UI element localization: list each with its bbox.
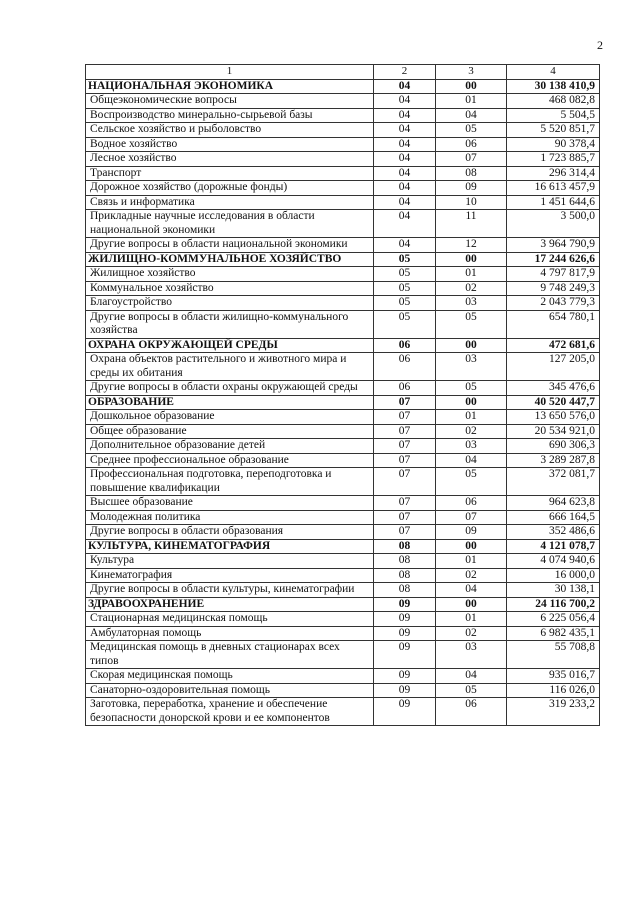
table-row bbox=[86, 510, 600, 525]
row-name-cell: Молодежная политика bbox=[86, 510, 374, 525]
row-name-cell: Профессиональная подготовка, переподготовка и повышение квалификации bbox=[86, 468, 374, 496]
table-row bbox=[86, 410, 600, 425]
row-amount-cell: 40 520 447,7 bbox=[507, 395, 600, 410]
row-amount-cell: 16 613 457,9 bbox=[507, 181, 600, 196]
row-name-cell: Среднее профессиональное образование bbox=[86, 453, 374, 468]
row-amount-cell: 468 082,8 bbox=[507, 94, 600, 109]
row-amount-cell: 935 016,7 bbox=[507, 669, 600, 684]
row-amount-cell: 6 225 056,4 bbox=[507, 612, 600, 627]
row-subsection-cell: 05 bbox=[436, 310, 507, 338]
row-amount-cell: 9 748 249,3 bbox=[507, 281, 600, 296]
row-name-cell: Лесное хозяйство bbox=[86, 152, 374, 167]
table-row bbox=[86, 626, 600, 641]
row-amount-cell: 3 289 287,8 bbox=[507, 453, 600, 468]
row-subsection-cell: 04 bbox=[436, 108, 507, 123]
row-section-cell: 09 bbox=[374, 612, 436, 627]
row-section-cell: 07 bbox=[374, 453, 436, 468]
row-name-cell: Благоустройство bbox=[86, 296, 374, 311]
row-amount-cell: 30 138 410,9 bbox=[507, 79, 600, 94]
row-amount-cell: 3 500,0 bbox=[507, 210, 600, 238]
row-section-cell: 04 bbox=[374, 152, 436, 167]
row-name-cell: Общее образование bbox=[86, 424, 374, 439]
table-row bbox=[86, 583, 600, 598]
table-row bbox=[86, 166, 600, 181]
row-name-cell: Скорая медицинская помощь bbox=[86, 669, 374, 684]
row-section-cell: 09 bbox=[374, 698, 436, 726]
row-name-cell: Заготовка, переработка, хранение и обеспечение безопасности донорской крови и ее компонентов bbox=[86, 698, 374, 726]
row-amount-cell: 30 138,1 bbox=[507, 583, 600, 598]
table-row bbox=[86, 108, 600, 123]
row-section-cell: 07 bbox=[374, 424, 436, 439]
table-row bbox=[86, 568, 600, 583]
row-name-cell: Другие вопросы в области образования bbox=[86, 525, 374, 540]
row-name-cell: ОХРАНА ОКРУЖАЮЩЕЙ СРЕДЫ bbox=[86, 338, 374, 353]
row-amount-cell: 2 043 779,3 bbox=[507, 296, 600, 311]
row-subsection-cell: 00 bbox=[436, 79, 507, 94]
row-section-cell: 07 bbox=[374, 395, 436, 410]
row-amount-cell: 127 205,0 bbox=[507, 353, 600, 381]
row-section-cell: 06 bbox=[374, 353, 436, 381]
row-name-cell: КУЛЬТУРА, КИНЕМАТОГРАФИЯ bbox=[86, 539, 374, 554]
table-row bbox=[86, 152, 600, 167]
row-name-cell: Амбулаторная помощь bbox=[86, 626, 374, 641]
row-subsection-cell: 03 bbox=[436, 439, 507, 454]
row-amount-cell: 13 650 576,0 bbox=[507, 410, 600, 425]
section-total-row bbox=[86, 395, 600, 410]
row-section-cell: 08 bbox=[374, 583, 436, 598]
table-row bbox=[86, 698, 600, 726]
table-row bbox=[86, 683, 600, 698]
section-total-row bbox=[86, 252, 600, 267]
row-name-cell: Воспроизводство минерально-сырьевой базы bbox=[86, 108, 374, 123]
row-subsection-cell: 01 bbox=[436, 94, 507, 109]
row-amount-cell: 55 708,8 bbox=[507, 641, 600, 669]
row-name-cell: Транспорт bbox=[86, 166, 374, 181]
row-subsection-cell: 02 bbox=[436, 424, 507, 439]
row-amount-cell: 5 504,5 bbox=[507, 108, 600, 123]
row-subsection-cell: 12 bbox=[436, 238, 507, 253]
row-section-cell: 07 bbox=[374, 496, 436, 511]
row-section-cell: 04 bbox=[374, 94, 436, 109]
row-amount-cell: 6 982 435,1 bbox=[507, 626, 600, 641]
row-name-cell: Другие вопросы в области культуры, кинематографии bbox=[86, 583, 374, 598]
header-cell-name: 1 bbox=[86, 65, 374, 80]
row-name-cell: Другие вопросы в области охраны окружающей среды bbox=[86, 381, 374, 396]
row-section-cell: 04 bbox=[374, 137, 436, 152]
row-subsection-cell: 07 bbox=[436, 152, 507, 167]
row-name-cell: Коммунальное хозяйство bbox=[86, 281, 374, 296]
table-row bbox=[86, 641, 600, 669]
row-section-cell: 07 bbox=[374, 510, 436, 525]
row-amount-cell: 1 723 885,7 bbox=[507, 152, 600, 167]
table-row bbox=[86, 612, 600, 627]
table-row bbox=[86, 496, 600, 511]
row-name-cell: Дополнительное образование детей bbox=[86, 439, 374, 454]
row-name-cell: Кинематография bbox=[86, 568, 374, 583]
row-subsection-cell: 02 bbox=[436, 568, 507, 583]
row-name-cell: Культура bbox=[86, 554, 374, 569]
row-section-cell: 09 bbox=[374, 669, 436, 684]
row-amount-cell: 20 534 921,0 bbox=[507, 424, 600, 439]
row-name-cell: Дошкольное образование bbox=[86, 410, 374, 425]
row-section-cell: 07 bbox=[374, 525, 436, 540]
row-section-cell: 04 bbox=[374, 108, 436, 123]
table-row bbox=[86, 669, 600, 684]
row-amount-cell: 90 378,4 bbox=[507, 137, 600, 152]
row-name-cell: Санаторно-оздоровительная помощь bbox=[86, 683, 374, 698]
table-row bbox=[86, 381, 600, 396]
row-section-cell: 09 bbox=[374, 641, 436, 669]
row-amount-cell: 690 306,3 bbox=[507, 439, 600, 454]
row-subsection-cell: 11 bbox=[436, 210, 507, 238]
row-name-cell: Прикладные научные исследования в области национальной экономики bbox=[86, 210, 374, 238]
row-section-cell: 06 bbox=[374, 338, 436, 353]
section-total-row bbox=[86, 539, 600, 554]
row-amount-cell: 372 081,7 bbox=[507, 468, 600, 496]
table-row bbox=[86, 94, 600, 109]
row-name-cell: Высшее образование bbox=[86, 496, 374, 511]
table-row bbox=[86, 267, 600, 282]
row-name-cell: Другие вопросы в области национальной экономики bbox=[86, 238, 374, 253]
table-row bbox=[86, 424, 600, 439]
row-name-cell: Стационарная медицинская помощь bbox=[86, 612, 374, 627]
row-name-cell: Дорожное хозяйство (дорожные фонды) bbox=[86, 181, 374, 196]
table-row bbox=[86, 353, 600, 381]
row-name-cell: ОБРАЗОВАНИЕ bbox=[86, 395, 374, 410]
row-section-cell: 08 bbox=[374, 554, 436, 569]
row-section-cell: 04 bbox=[374, 238, 436, 253]
row-amount-cell: 1 451 644,6 bbox=[507, 195, 600, 210]
row-amount-cell: 666 164,5 bbox=[507, 510, 600, 525]
page-number: 2 bbox=[597, 38, 603, 52]
header-cell-amount: 4 bbox=[507, 65, 600, 80]
row-amount-cell: 352 486,6 bbox=[507, 525, 600, 540]
row-amount-cell: 654 780,1 bbox=[507, 310, 600, 338]
row-subsection-cell: 09 bbox=[436, 525, 507, 540]
row-subsection-cell: 05 bbox=[436, 381, 507, 396]
row-name-cell: ЗДРАВООХРАНЕНИЕ bbox=[86, 597, 374, 612]
row-section-cell: 05 bbox=[374, 267, 436, 282]
row-subsection-cell: 03 bbox=[436, 353, 507, 381]
table-row bbox=[86, 310, 600, 338]
row-amount-cell: 964 623,8 bbox=[507, 496, 600, 511]
table-header-row bbox=[86, 65, 600, 80]
section-total-row bbox=[86, 79, 600, 94]
table-row bbox=[86, 281, 600, 296]
row-subsection-cell: 00 bbox=[436, 539, 507, 554]
table-row bbox=[86, 554, 600, 569]
row-amount-cell: 116 026,0 bbox=[507, 683, 600, 698]
row-subsection-cell: 07 bbox=[436, 510, 507, 525]
row-subsection-cell: 05 bbox=[436, 468, 507, 496]
row-name-cell: Медицинская помощь в дневных стационарах всех типов bbox=[86, 641, 374, 669]
row-subsection-cell: 03 bbox=[436, 641, 507, 669]
row-amount-cell: 319 233,2 bbox=[507, 698, 600, 726]
row-subsection-cell: 05 bbox=[436, 683, 507, 698]
row-amount-cell: 345 476,6 bbox=[507, 381, 600, 396]
row-amount-cell: 17 244 626,6 bbox=[507, 252, 600, 267]
row-subsection-cell: 03 bbox=[436, 296, 507, 311]
row-amount-cell: 296 314,4 bbox=[507, 166, 600, 181]
row-amount-cell: 4 074 940,6 bbox=[507, 554, 600, 569]
row-name-cell: Связь и информатика bbox=[86, 195, 374, 210]
row-section-cell: 07 bbox=[374, 410, 436, 425]
row-section-cell: 04 bbox=[374, 195, 436, 210]
row-section-cell: 04 bbox=[374, 181, 436, 196]
table-row bbox=[86, 181, 600, 196]
table-row bbox=[86, 195, 600, 210]
row-subsection-cell: 01 bbox=[436, 410, 507, 425]
row-section-cell: 09 bbox=[374, 683, 436, 698]
table-row bbox=[86, 238, 600, 253]
row-subsection-cell: 00 bbox=[436, 252, 507, 267]
header-cell-subsection: 3 bbox=[436, 65, 507, 80]
row-subsection-cell: 01 bbox=[436, 554, 507, 569]
row-section-cell: 09 bbox=[374, 597, 436, 612]
row-amount-cell: 5 520 851,7 bbox=[507, 123, 600, 138]
row-section-cell: 07 bbox=[374, 439, 436, 454]
row-amount-cell: 3 964 790,9 bbox=[507, 238, 600, 253]
row-section-cell: 05 bbox=[374, 252, 436, 267]
row-name-cell: Водное хозяйство bbox=[86, 137, 374, 152]
row-subsection-cell: 06 bbox=[436, 137, 507, 152]
row-amount-cell: 472 681,6 bbox=[507, 338, 600, 353]
table-row bbox=[86, 123, 600, 138]
row-section-cell: 09 bbox=[374, 626, 436, 641]
table-row bbox=[86, 137, 600, 152]
row-name-cell: Сельское хозяйство и рыболовство bbox=[86, 123, 374, 138]
table-row bbox=[86, 453, 600, 468]
row-subsection-cell: 00 bbox=[436, 338, 507, 353]
row-section-cell: 04 bbox=[374, 123, 436, 138]
row-section-cell: 05 bbox=[374, 296, 436, 311]
table-row bbox=[86, 525, 600, 540]
table-row bbox=[86, 468, 600, 496]
row-subsection-cell: 06 bbox=[436, 496, 507, 511]
row-section-cell: 04 bbox=[374, 210, 436, 238]
row-subsection-cell: 10 bbox=[436, 195, 507, 210]
row-subsection-cell: 02 bbox=[436, 281, 507, 296]
section-total-row bbox=[86, 338, 600, 353]
row-section-cell: 05 bbox=[374, 281, 436, 296]
section-total-row bbox=[86, 597, 600, 612]
row-section-cell: 04 bbox=[374, 79, 436, 94]
row-name-cell: Жилищное хозяйство bbox=[86, 267, 374, 282]
row-subsection-cell: 04 bbox=[436, 453, 507, 468]
row-subsection-cell: 08 bbox=[436, 166, 507, 181]
row-name-cell: Другие вопросы в области жилищно-коммунального хозяйства bbox=[86, 310, 374, 338]
row-section-cell: 06 bbox=[374, 381, 436, 396]
row-subsection-cell: 01 bbox=[436, 612, 507, 627]
row-subsection-cell: 01 bbox=[436, 267, 507, 282]
row-amount-cell: 24 116 700,2 bbox=[507, 597, 600, 612]
row-section-cell: 05 bbox=[374, 310, 436, 338]
table-row bbox=[86, 439, 600, 454]
row-subsection-cell: 06 bbox=[436, 698, 507, 726]
row-amount-cell: 4 121 078,7 bbox=[507, 539, 600, 554]
row-subsection-cell: 00 bbox=[436, 395, 507, 410]
row-name-cell: Охрана объектов растительного и животного мира и среды их обитания bbox=[86, 353, 374, 381]
row-subsection-cell: 02 bbox=[436, 626, 507, 641]
budget-table bbox=[85, 64, 600, 726]
row-subsection-cell: 05 bbox=[436, 123, 507, 138]
row-section-cell: 04 bbox=[374, 166, 436, 181]
row-amount-cell: 4 797 817,9 bbox=[507, 267, 600, 282]
table-row bbox=[86, 296, 600, 311]
row-subsection-cell: 09 bbox=[436, 181, 507, 196]
row-subsection-cell: 04 bbox=[436, 583, 507, 598]
row-subsection-cell: 04 bbox=[436, 669, 507, 684]
header-cell-section: 2 bbox=[374, 65, 436, 80]
row-name-cell: Общеэкономические вопросы bbox=[86, 94, 374, 109]
row-name-cell: ЖИЛИЩНО-КОММУНАЛЬНОЕ ХОЗЯЙСТВО bbox=[86, 252, 374, 267]
row-section-cell: 08 bbox=[374, 568, 436, 583]
row-section-cell: 08 bbox=[374, 539, 436, 554]
row-subsection-cell: 00 bbox=[436, 597, 507, 612]
budget-table-body bbox=[86, 65, 600, 726]
row-section-cell: 07 bbox=[374, 468, 436, 496]
row-amount-cell: 16 000,0 bbox=[507, 568, 600, 583]
row-name-cell: НАЦИОНАЛЬНАЯ ЭКОНОМИКА bbox=[86, 79, 374, 94]
table-row bbox=[86, 210, 600, 238]
